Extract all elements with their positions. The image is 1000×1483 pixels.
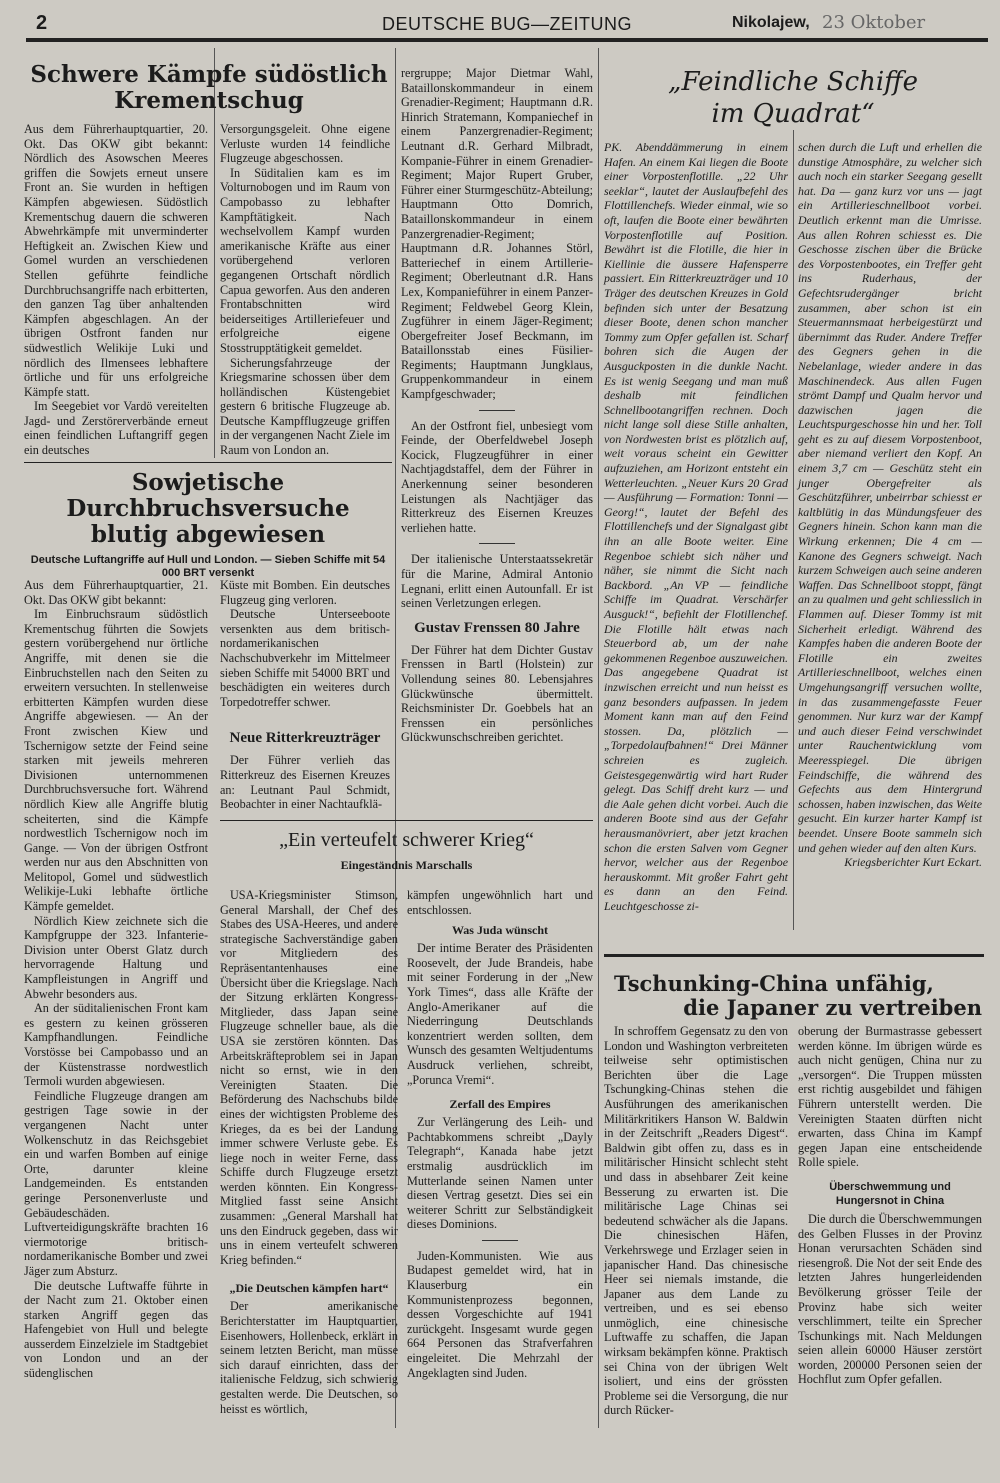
subline-krieg: Eingeständnis Marschalls — [340, 858, 473, 872]
paragraph: Deutsche Unterseeboote versenkten aus dem britisch-nordamerikanischen Nachschubverkehr im Mittelmeer sieben Schiffe mit 54000 BRT und beschädigten ein weiteres durch Torpedotreffer schwer. — [220, 607, 390, 709]
china-col1 — [604, 1024, 788, 1418]
paragraph: schen durch die Luft und erhellen die dunstige Atmosphäre, zu welcher sich auch noch ein starker Seegang gesellt hat. Da — ganz kurz vor uns — jagt ein Artillerieschnellboot vorbei. Deutlich erkennt man die Umrisse. Aus allen Rohren schiesst es. Die Geschosse zischen über die Brücke des Vorpostenbootes, ein Treffer geht ins Ruderhaus, der Gefechtsrudergänger bricht zusammen, aber schon ist ein Steuermannsmaat herbeigestürzt und übernimmt das Ruder. Andere Treffer des Gegners gehen in die Nebelanlage, wieder andere in das Maschinendeck. Aus allen Fugen strömt Dampf und Qualm hervor und dazwischen jagen die Leuchtspurgeschosse hin und her. Toll geht es zu auf diesem Vorpostenboot, aber niemand verliert den Kopf. An einem 3,7 cm — Geschütz steht ein junger Obergefreiter als Geschützführer, unbeirrbar schiesst er kaltblütig in das Mündungsfeuer des Gegners hinein. Schon kann man die Wirkung erkennen; Die 4 cm — Kanone des Gegners schweigt. Nach kurzem Schweigen auch seine anderen Waffen. Das Schnellboot stoppt, fängt an zu qualmen und geht schliesslich in Flammen auf. Dieser Tommy ist mit Sicherheit erledigt. Während des Kampfes haben die anderen Boote der Flotille ein zweites Artillerieschnellboot, welches einen Umgehungsangriff versuchen wollte, in das zusammengefasste Feuer genommen. Nur kurz war der Kampf und auch dieser Feind verschwindet unter Rauchentwicklung vom Meeresspiegel. Die übrigen Feindschiffe, die während des Gefechts aus dem Hintergrund schossen, haben inzwischen, das Weite gesucht. Ein kurzer harter Kampf ist beendet. Unsere Boote sammeln sich und gehen wieder auf den alten Kurs. — [798, 140, 982, 855]
subline-sowjet: Deutsche Luftangriffe auf Hull und London. — Sieben Schiffe mit 54 000 BRT versenkt — [30, 554, 386, 579]
dash-separator — [479, 543, 515, 544]
paragraph: Die durch die Überschwemmungen des Gelben Flusses in der Provinz Honan verursachten Schäden sind riesengroß. Die Not der seit Ende des letzten Jahres hungerleidenden Bevölkerung grösser Teile der Provinz habe sich weiter verschlimmert, teilte ein Sprecher Tschunkings mit. Nach Meldungen seien allein 60000 Häuser zerstört worden, 200000 Personen seien der Hochflut zum Opfer gefallen. — [798, 1211, 982, 1387]
article-krieg — [220, 828, 593, 876]
paragraph: Nördlich Kiew zeichnete sich die Kampfgruppe der 323. Infanterie-Division unter Oberst Glatz durch hervorragende Haltung und Kampfleistungen in Angriff und Abwehr besonders aus. — [24, 913, 208, 1001]
headline-sowjet: Sowjetische Durchbruchsversuche blutig abgewiesen — [66, 469, 350, 548]
paragraph: Sicherungsfahrzeuge der Kriegsmarine schossen über dem holländischen Küstengebiet gestern 6 britische Flugzeuge ab. Deutsche Kampfflugzeuge griffen in der vergangenen Nacht Ziele im Raum von London an. — [220, 355, 390, 458]
paragraph: rergruppe; Major Dietmar Wahl, Bataillonskommandeur in einem Grenadier-Regiment; Hauptmann d.R. Hinrich Stratemann, Kompaniechef in einem Panzergrenadier-Regiment; Leutnant d.R. Gerhard Milbradt, Kompanie-Führer in einem Grenadier-Regiment; Major Rupert Gruber, Führer einer Sturmgeschütz-Abteilung; Hauptmann Otto Domrich, Bataillonskommandeur in einem Panzergrenadier-Regiment; Hauptmann d.R. Johannes Störl, Batteriechef in einem Artillerie-Regiment; Oberleutnant d.R. Hans Lex, Kompanieführer in einem Panzer-Regiment; Feldwebel Georg Klein, Zugführer in einem Jäger-Regiment; Obergefreiter Josef Beckmann, im Bataillonsstab eines Füsilier-Regiments; Hauptmann Jungklaus, Gruppenkommandeur in einem Kampfgeschwader; — [401, 66, 593, 402]
article-sowjet — [24, 470, 392, 586]
article-kaempfe — [24, 62, 394, 120]
paragraph: PK. Abenddämmerung in einem Hafen. An einem Kai liegen die Boote einer Vorpostenflotille. „22 Uhr seeklar“, lautet der Auslaufbefehl des Flottillenchefs. Wieder einmal, wie so oft, laufen die Boote einer bewährten Vorpostenflotille auf Position. Bewährt ist die Flotille, die hier in Kiellinie die äussere Hafensperre passiert. Ein Ritterkreuzträger und 10 Träger des deutschen Kreuzes in Gold befinden sich unter der Besatzung dieser Boote, denen schon mancher Tommy zum Opfer gefallen ist. Scharf bohren sich die Augen der Ausguckposten in die dunkle Nacht. Es ist wenig Seegang und man muß deshalb mit feindlichen Schnellbootangriffen rechnen. Doch nicht lange soll diese Stille anhalten, von Nordwesten brist es plötzlich auf, weit voraus scheint ein Gewitter aufzuziehen, am Horizont entsteht ein Wetterleuchten. „Neuer Kurs 20 Grad — Ausführung — Formation: Tonni — Georg!“, lautet der Befehl des Flottillenchefs und der Signalgast gibt ihn an alle Boote weiter. Eine Regenboe schiebt sich näher und näher, sie nimmt die Sicht nach Backbord. „An VP — feindliche Schiffe im Quadrat. Verschärfer Ausguck!“, befiehlt der Flotillenchef. Die Flotille hält etwas nach Steuerbord ab, um der nahe gekommenen Regenboe auszuweichen. Das angegebene Quadrat ist inzwischen erreicht und nun heisst es ganz besonders aufpassen. In jedem Moment kann man auf den Feind stossen. Da, plötzlich — „Torpedolaufbahnen!“ Drei Männer schreien es zugleich. Geistesgegenwärtig wird hart Ruder gelegt. Das Schiff dreht kurz — und die Aale gehen dicht vorbei. Auch die anderen Boote sind aus der Gefahr herausmanövriert, aber jetzt krachen schon die ersten Salven vom Gegner hervor, welcher aus der Regenboe herauskommt. Mit großer Fahrt geht es dann an den Feind. Leuchtgeschosse zi- — [604, 140, 788, 913]
paragraph: kämpfen ungewöhnlich hart und entschlossen. — [407, 888, 593, 917]
headline-kaempfe: Schwere Kämpfe südöstlich Krementschug — [30, 61, 388, 114]
dash-separator — [482, 1240, 518, 1241]
headline-krieg: „Ein verteufelt schwerer Krieg“ — [279, 829, 534, 851]
paragraph: Küste mit Bomben. Ein deutsches Flugzeug ging verloren. — [220, 578, 390, 607]
paragraph: Juden-Kommunisten. Wie aus Budapest gemeldet wird, hat in Klauserburg ein Kommunistenprozess begonnen, dessen Vorgeschichte auf 1941 zurückgeht. Insgesamt wurde gegen 664 Personen das Strafverfahren eingeleitet. Die Mehrzahl der Angeklagten sind Juden. — [407, 1248, 593, 1380]
paragraph: Die deutsche Luftwaffe führte in der Nacht zum 21. Oktober einen starken Angriff gegen das Hafengebiet von Hull und belegte ausserdem Einzelziele im Stadtgebiet von London und an der südenglischen — [24, 1278, 208, 1381]
section-rule — [604, 954, 984, 957]
headline-zerfall: Zerfall des Empires — [449, 1097, 551, 1112]
article-china — [604, 972, 982, 1020]
article-schiffe — [604, 66, 982, 130]
headline-juda: Was Juda wünscht — [451, 923, 549, 938]
paragraph: Der italienische Unterstaatssekretär für die Marine, Admiral Antonio Legnani, erlitt einen Autounfall. Er ist seinen Verletzungen erlegen. — [401, 552, 593, 611]
ritter-list-col — [401, 66, 593, 745]
masthead — [22, 12, 988, 36]
krieg-col2 — [407, 888, 593, 1380]
sowjet-col2 — [220, 578, 390, 812]
schiffe-col2 — [798, 140, 982, 870]
paragraph: Der Führer hat dem Dichter Gustav Frenssen in Bartl (Holstein) zur Vollendung seines 80. Lebensjahres Glückwünsche übermittelt. Reichsminister Dr. Goebbels hat an Frenssen ein persönliches Glückwunschschreiben gerichtet. — [401, 642, 593, 745]
column-divider — [598, 48, 599, 1428]
china-col2 — [798, 1024, 982, 1387]
headline-ueberschwemmung: Überschwemmung und Hungersnot in China — [829, 1180, 951, 1207]
paragraph: Im Seegebiet vor Vardö vereitelten Jagd- und Zerstörerverbände erneut einen feindlichen Luftangriff gegen ein deutsches — [24, 399, 208, 458]
paragraph: Der amerikanische Berichterstatter im Hauptquartier, Eisenhowers, Hollenbeck, erklärt in seinem letzten Bericht, man müsse sich darauf einrichten, dass der italienische Feldzug, sich schwierig gestalten werde. Die Deutschen, so heisst es wörtlich, — [220, 1299, 398, 1416]
headline-schiffe-1: „Feindliche Schiffe — [667, 67, 918, 97]
dash-separator — [479, 410, 515, 411]
kaempfe-col1 — [24, 122, 208, 458]
headline-china-1: Tschunking-China unfähig, — [614, 971, 934, 996]
byline: Kriegsberichter Kurt Eckart. — [844, 855, 982, 870]
paragraph: Versorgungsgeleit. Ohne eigene Verluste wurden 14 feindliche Flugzeuge abgeschossen. — [220, 122, 390, 166]
headline-china-2: die Japaner zu vertreiben — [683, 995, 982, 1020]
paragraph: In Süditalien kam es im Volturnobogen und im Raum von Campobasso zu lebhafter Kampftätigkeit. Nach wechselvollem Kampf wurden amerikanische Kräfte aus einer vorübergehend verloren gegangenen Ortschaft nördlich Capua geworfen. Aus den anderen Frontabschnitten wird beiderseitiges Artilleriefeuer und erfolgreiche eigene Stosstrupptätigkeit gemeldet. — [220, 165, 390, 355]
column-divider — [793, 130, 794, 930]
schiffe-col1 — [604, 140, 788, 913]
headline-ritter: Neue Ritterkreuzträger — [229, 730, 381, 747]
paragraph: Der Führer verlieh das Ritterkreuz des Eisernen Kreuzes an: Leutnant Paul Schmidt, Beobachter in einer Nachtaufklä- — [220, 753, 390, 812]
paragraph: Feindliche Flugzeuge drangen am gestrigen Tage sowie in der vergangenen Nacht unter Wolkenschutz in das Reichsgebiet ein und warfen Bomben auf einige Orte, darunter kleine Landgemeinden. Es entstanden geringe Personenverluste und Gebäudeschäden. Luftverteidigungskräfte brachten 16 viermotorige britisch-nordamerikanische Bomber und zwei Jäger zum Absturz. — [24, 1088, 208, 1278]
headline-deutschen: „Die Deutschen kämpfen hart“ — [229, 1281, 389, 1296]
section-rule — [24, 462, 392, 463]
paper-title: DEUTSCHE BUG—ZEITUNG — [382, 14, 633, 34]
paragraph: oberung der Burmastrasse gebessert werden könne. Im übrigen würde es auch nicht genügen, China nur zu „versorgen“. Die Truppen müssten erst richtig ausgebildet und fähigen Führern unterstellt werden. Die Vereinigten Staaten dürften nicht erwarten, dass China im Kampf gegen Japan eine entscheidende Rolle spiele. — [798, 1024, 982, 1170]
paragraph: Aus dem Führerhauptquartier, 20. Okt. Das OKW gibt bekannt: Nördlich des Asowschen Meeres griffen die Sowjets erneut unsere Front an. Sie wurden in heftigen Kämpfen abgewiesen. Südöstlich Krementschug dauern die schweren Abwehrkämpfe mit unverminderter Heftigkeit an. Zwischen Kiew und Gomel wurden an verschiedenen Stellen geführte feindliche Durchbruchsangriffe nach erbitterten, den ganzen Tag über anhaltenden Kämpfen abgeschlagen. An der übrigen Ostfront fanden nur südwestlich Welikije Luki und nördlich des Ilmensees lebhaftere örtliche und für uns erfolgreiche Kämpfe statt. — [24, 122, 208, 399]
paragraph: In schroffem Gegensatz zu den von London und Washington verbreiteten teilweise sehr optimistischen Berichten über die Lage Tschungking-Chinas stehen die Ausführungen des amerikanischen Militärkritikers Hanson W. Baldwin in der Zeitschrift „Readers Digest“. Baldwin gibt offen zu, dass es in militärischer Hinsicht schlecht steht und dass in absehbarer Zeit keine Besserung zu erwarten ist. Die militärische Lage Chinas sei bedeutend schwächer als die Japans. Die chinesischen Häfen, Verkehrswege und Erzlager seien in japanischer Hand. Das chinesische Heer sei niemals imstande, die Japaner aus dem Lande zu vertreiben, und es sei ebenso unmöglich, eine chinesische Luftwaffe zu schaffen, die Japan wirksam bekämpfen könne. Praktisch sei China von der übrigen Welt isoliert, und eins der grössten Probleme sei die Versorgung, die nur durch Rücker- — [604, 1024, 788, 1418]
kaempfe-col2 — [220, 122, 390, 458]
paragraph: Im Einbruchsraum südöstlich Krementschug führten die Sowjets gestern vorübergehend nur örtliche Angriffe, mit denen sie die Einbruchstellen nach den Seiten zu erweitern versuchten. In stellenweise erbitterten Kämpfen wurden diese Angriffe abgewiesen. — An der Front zwischen Kiew und Tschernigow setzte der Feind seine starken mit jeweils mehreren Divisionen unternommenen Durchbruchsversuche fort. Während nördlich Kiew alle Angriffe blutig scheiterten, sind die Kämpfe nordwestlich Tschernigow noch im Gange. — Von der übrigen Ostfront werden nur aus den Abschnitten von Melitopol, Gomel und südwestlich Welikije-Luki lebhafte örtliche Kämpfe gemeldet. — [24, 607, 208, 914]
paragraph: An der Ostfront fiel, unbesiegt vom Feinde, der Oberfeldwebel Joseph Kocick, Flugzeugführer in einer Nachtjagdstaffel, dem der Führer in Anerkennung seiner besonderen Leistungen als Nachtjäger das Ritterkreuz des Eisernen Kreuzes verliehen hatte. — [401, 418, 593, 535]
sowjet-col1 — [24, 578, 208, 1381]
paragraph: Zur Verlängerung des Leih- und Pachtabkommens schreibt „Dayly Telegraph“, Kanada habe jetzt erstmalig ausdrücklich im Mutterlande seinen Namen unter diesen Vertrag gesetzt. Dies sei ein weiterer Schritt zur Selbständigkeit dieses Dominions. — [407, 1115, 593, 1232]
headline-frenssen: Gustav Frenssen 80 Jahre — [414, 619, 580, 636]
page-number: 2 — [36, 12, 48, 34]
place: Nikolajew, — [732, 14, 810, 31]
headline-schiffe-2: im Quadrat“ — [711, 99, 875, 129]
paragraph: Der intime Berater des Präsidenten Roosevelt, der Jude Brandeis, habe mit seiner Forderung in der „New York Times“, dass alle Kräfte der Anglo-Amerikaner auf die Niederringung Deutschlands konzentriert werden sollten, dem Wunsch des gesamten Weltjudentums Ausdruck verliehen, schreibt, „Poruncа Vremi“. — [407, 941, 593, 1087]
date: 23 Oktober — [822, 12, 926, 33]
masthead-rule — [26, 38, 988, 42]
paragraph: An der süditalienischen Front kam es gestern zu keinen grösseren Kampfhandlungen. Feindliche Vorstösse bei Campobasso und an der Küstenstrasse nordwestlich Termoli wurden abgewiesen. — [24, 1001, 208, 1089]
paragraph: USA-Kriegsminister Stimson, General Marshall, der Chef des Stabes des USA-Heeres, und andere strategische Sachverständige gaben vor Mitgliedern des Repräsentantenhauses eine Übersicht über die Kriegslage. Nach der Sitzung erklärten Kongress-Mitglieder, dass Japan seine Flugzeuge schneller baue, als die USA sie zerstören könnten. Das Arbeitskräfteproblem sei in Japan nicht so ernst, wie in den Vereinigten Staaten. Die Beförderung des Nachschubs bilde eines der wichtigsten Probleme des Krieges, da es bei der Landung immer schwere Verluste gebe. Es liege noch in weiter Ferne, dass Schiffe durch Flugzeuge ersetzt werden könnten. Ein Kongress-Mitglied fasst seine Ansicht zusammen: „General Marshall hat uns den Eindruck gegeben, dass wir uns in einem verteufelt schweren Krieg befinden.“ — [220, 888, 398, 1267]
krieg-col1 — [220, 888, 398, 1416]
paragraph: Aus dem Führerhauptquartier, 21. Okt. Das OKW gibt bekannt: — [24, 578, 208, 607]
section-rule — [220, 820, 593, 821]
